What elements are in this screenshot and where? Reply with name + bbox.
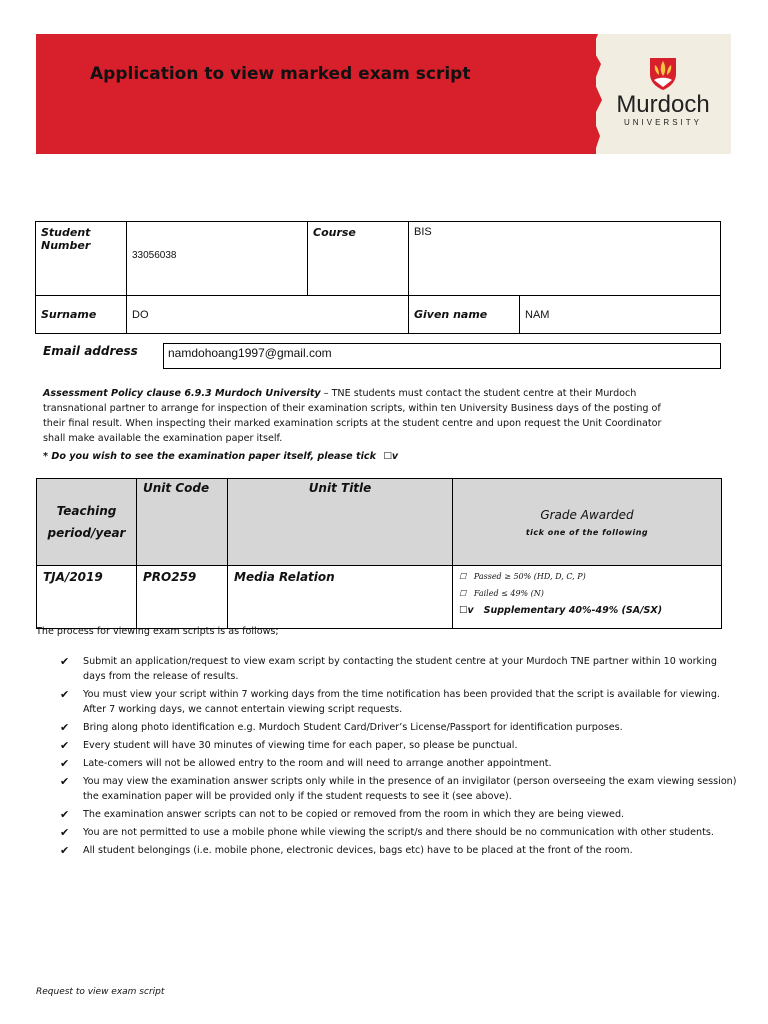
grade-header-subtext: tick one of the following bbox=[525, 527, 649, 537]
grade-options-cell bbox=[453, 566, 722, 629]
student-number-label: Student Number bbox=[41, 226, 91, 252]
check-icon: ✔ bbox=[60, 757, 70, 770]
list-item: ✔ You are not permitted to use a mobile phone while viewing the script/s and there should be no communication with other students. bbox=[60, 826, 714, 839]
student-number-cell[interactable] bbox=[127, 222, 308, 296]
list-item: ✔ You may view the examination answer scripts only while in the presence of an invigilator (person overseeing the exam viewing session) the examination paper will be provided only if the student requests to see it (see above). bbox=[60, 775, 737, 802]
policy-clause: Assessment Policy clause 6.9.3 Murdoch University bbox=[43, 388, 321, 399]
policy-paragraph bbox=[43, 386, 683, 446]
logo-subtitle: UNIVERSITY bbox=[623, 118, 702, 127]
email-label: Email address bbox=[43, 344, 138, 358]
page-title: Application to view marked exam script bbox=[90, 64, 471, 84]
check-icon: ✔ bbox=[60, 826, 70, 839]
period-header-text: Teaching period/year bbox=[47, 504, 126, 540]
code-header-text: Unit Code bbox=[143, 481, 210, 495]
grade-option-failed[interactable] bbox=[459, 586, 715, 602]
given-name-label-cell bbox=[409, 296, 520, 334]
policy-text: – TNE students must contact the student centre at their Murdoch transnational partner to arrange for inspection of their examination scripts, within ten University Business days of the posting of their final result. When inspecting their marked examination scripts at the student centre and upon request the Unit Coordinator shall make available the examination paper itself. bbox=[43, 388, 662, 444]
unit-grade-table bbox=[36, 478, 722, 629]
grade-header-text: Grade Awarded bbox=[540, 507, 634, 522]
given-name-value: NAM bbox=[525, 308, 550, 321]
student-details-table bbox=[35, 221, 721, 334]
surname-cell[interactable] bbox=[127, 296, 409, 334]
header-red-band bbox=[36, 34, 596, 154]
code-cell[interactable]: PRO259 bbox=[137, 566, 228, 629]
tick-question bbox=[43, 451, 398, 462]
surname-value: DO bbox=[132, 308, 149, 321]
list-item: ✔ Every student will have 30 minutes of viewing time for each paper, so please be punctual. bbox=[60, 739, 518, 752]
grade-option-label: Failed ≤ 49% (N) bbox=[473, 589, 544, 598]
check-icon: ✔ bbox=[60, 775, 70, 788]
course-label-cell bbox=[308, 222, 409, 296]
check-icon: ✔ bbox=[60, 808, 70, 821]
title-cell[interactable]: Media Relation bbox=[228, 566, 453, 629]
exam-paper-checkbox[interactable]: ☐v bbox=[383, 451, 399, 462]
list-item: ✔ You must view your script within 7 working days from the time notification has been provided that the script is available for viewing. After 7 working days, we cannot entertain viewing script requests. bbox=[60, 688, 720, 715]
period-cell[interactable]: TJA/2019 bbox=[37, 566, 137, 629]
student-number-label-cell bbox=[36, 222, 127, 296]
grade-checkbox[interactable]: ☐ bbox=[459, 589, 467, 598]
title-header bbox=[228, 479, 453, 566]
check-icon: ✔ bbox=[60, 844, 70, 857]
course-label: Course bbox=[313, 226, 356, 239]
list-item: ✔ Bring along photo identification e.g. Murdoch Student Card/Driver’s License/Passport for identification purposes. bbox=[60, 721, 623, 734]
course-cell[interactable] bbox=[409, 222, 721, 296]
check-icon: ✔ bbox=[60, 655, 70, 668]
grade-checkbox[interactable]: ☐ bbox=[459, 572, 467, 581]
course-value: BIS bbox=[414, 226, 432, 238]
period-header bbox=[37, 479, 137, 566]
grade-option-label: Passed ≥ 50% (HD, D, C, P) bbox=[473, 572, 586, 581]
grade-option-label: Supplementary 40%-49% (SA/SX) bbox=[483, 605, 663, 616]
process-steps-list bbox=[60, 654, 740, 861]
code-header bbox=[137, 479, 228, 566]
list-item: ✔ Submit an application/request to view exam script by contacting the student centre at your Murdoch TNE partner within 10 working days from the release of results. bbox=[60, 655, 717, 682]
logo-name: Murdoch bbox=[616, 91, 710, 118]
student-number-value: 33056038 bbox=[132, 250, 177, 261]
crest-icon bbox=[648, 56, 678, 92]
surname-label: Surname bbox=[41, 308, 97, 321]
list-item: ✔ The examination answer scripts can not to be copied or removed from the room in which they are being viewed. bbox=[60, 808, 625, 821]
grade-checkbox[interactable]: ☐v bbox=[459, 605, 474, 616]
grade-option-passed[interactable] bbox=[459, 569, 715, 585]
list-item: ✔ Late-comers will not be allowed entry to the room and will need to arrange another appointment. bbox=[60, 757, 552, 770]
list-item: ✔ All student belongings (i.e. mobile phone, electronic devices, bags etc) have to be placed at the front of the room. bbox=[60, 844, 633, 857]
grade-header bbox=[453, 479, 722, 566]
surname-label-cell bbox=[36, 296, 127, 334]
title-header-text: Unit Title bbox=[308, 481, 372, 495]
given-name-cell[interactable] bbox=[520, 296, 721, 334]
check-icon: ✔ bbox=[60, 739, 70, 752]
footer-text: Request to view exam script bbox=[36, 987, 165, 997]
email-value: namdohoang1997@gmail.com bbox=[168, 346, 332, 360]
grade-option-supplementary[interactable] bbox=[459, 603, 715, 619]
given-name-label: Given name bbox=[414, 308, 488, 321]
tick-question-text: * Do you wish to see the examination paper itself, please tick bbox=[43, 451, 376, 462]
email-field[interactable] bbox=[163, 343, 721, 369]
university-logo bbox=[608, 56, 718, 140]
check-icon: ✔ bbox=[60, 721, 70, 734]
check-icon: ✔ bbox=[60, 688, 70, 701]
process-intro: The process for viewing exam scripts is as follows; bbox=[36, 626, 279, 637]
